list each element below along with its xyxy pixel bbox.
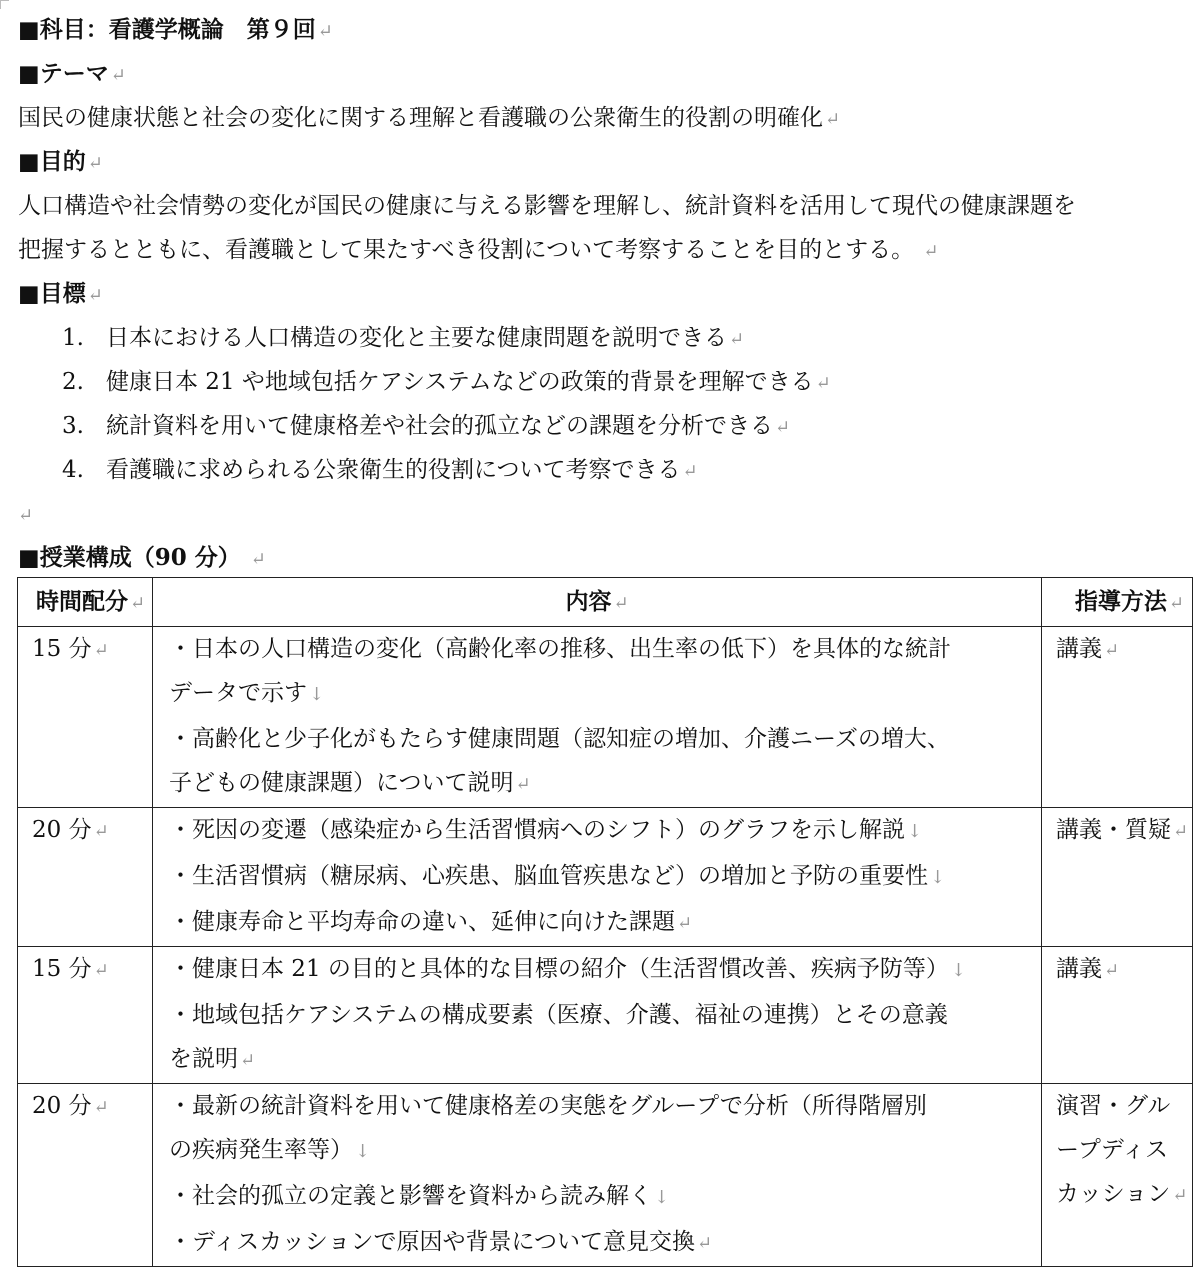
paragraph-mark: ↵ <box>250 549 266 570</box>
paragraph-mark: ↵ <box>87 285 103 306</box>
document-page <box>18 8 1196 580</box>
theme-text: 国民の健康状態と社会の変化に関する理解と看護職の公衆衛生的役割の明確化 ↵ <box>18 105 841 131</box>
cell-time: 20 分 ↵ <box>18 808 153 947</box>
table-row <box>18 1084 1193 1267</box>
cell-method: 講義 ↵ <box>1042 947 1193 1084</box>
header-time: 時間配分 ↵ <box>18 578 153 627</box>
cell-time: 20 分 ↵ <box>18 1084 153 1267</box>
table-row <box>18 808 1193 947</box>
cell-content: ・最新の統計資料を用いて健康格差の実態をグループで分析（所得階層別 の疾病発生率等） ↓ ・社会的孤立の定義と影響を資料から読み解く ↓ ・ディスカッションで原因や背景について意見交換 ↵ <box>153 1084 1042 1267</box>
paragraph-mark: ↵ <box>110 65 126 86</box>
lesson-structure-table <box>17 577 1193 1267</box>
theme-heading: ■テーマ ↵ <box>18 60 126 87</box>
goals-heading: ■目標 ↵ <box>18 280 103 307</box>
purpose-text-line-1: 人口構造や社会情勢の変化が国民の健康に与える影響を理解し、統計資料を活用して現代の健康課題を <box>18 193 1076 219</box>
cell-content: ・健康日本 21 の目的と具体的な目標の紹介（生活習慣改善、疾病予防等） ↓ ・地域包括ケアシステムの構成要素（医療、介護、福祉の連携）とその意義 を説明 ↵ <box>153 947 1042 1084</box>
page-corner-mark <box>0 0 9 9</box>
purpose-heading: ■目的 ↵ <box>18 148 103 175</box>
goal-item: 2. 健康日本 21 や地域包括ケアシステムなどの政策的背景を理解できる ↵ <box>62 369 831 395</box>
paragraph-mark: ↵ <box>923 241 939 262</box>
header-content: 内容 ↵ <box>153 578 1042 627</box>
goal-item: 1. 日本における人口構造の変化と主要な健康問題を説明できる ↵ <box>62 325 745 351</box>
paragraph-mark: ↵ <box>87 153 103 174</box>
cell-method: 演習・グル ープディス カッション ↵ <box>1042 1084 1193 1267</box>
empty-paragraph: ↵ <box>18 505 34 526</box>
structure-heading: ■授業構成（90 分） ↵ <box>18 544 266 571</box>
cell-method: 講義 ↵ <box>1042 627 1193 808</box>
goal-item: 4. 看護職に求められる公衆衛生的役割について考察できる ↵ <box>62 457 698 483</box>
cell-content: ・日本の人口構造の変化（高齢化率の推移、出生率の低下）を具体的な統計 データで示す ↓ ・高齢化と少子化がもたらす健康問題（認知症の増加、介護ニーズの増大、 子どもの健康課題）について説明 ↵ <box>153 627 1042 808</box>
cell-method: 講義・質疑 ↵ <box>1042 808 1193 947</box>
table-row <box>18 627 1193 808</box>
cell-content: ・死因の変遷（感染症から生活習慣病へのシフト）のグラフを示し解説 ↓ ・生活習慣病（糖尿病、心疾患、脳血管疾患など）の増加と予防の重要性 ↓ ・健康寿命と平均寿命の違い、延伸に向けた課題 ↵ <box>153 808 1042 947</box>
cell-time: 15 分 ↵ <box>18 947 153 1084</box>
purpose-text-line-2: 把握するとともに、看護職として果たすべき役割について考察することを目的とする。 ↵ <box>18 237 939 263</box>
paragraph-mark: ↵ <box>317 21 333 42</box>
subject-heading: ■科目：看護学概論 第９回 ↵ <box>18 16 333 43</box>
goal-item: 3. 統計資料を用いて健康格差や社会的孤立などの課題を分析できる ↵ <box>62 413 791 439</box>
header-method: 指導方法 ↵ <box>1042 578 1193 627</box>
goals-list <box>18 316 1196 492</box>
table-header-row <box>18 578 1193 627</box>
cell-time: 15 分 ↵ <box>18 627 153 808</box>
table-row <box>18 947 1193 1084</box>
paragraph-mark: ↵ <box>825 109 841 130</box>
